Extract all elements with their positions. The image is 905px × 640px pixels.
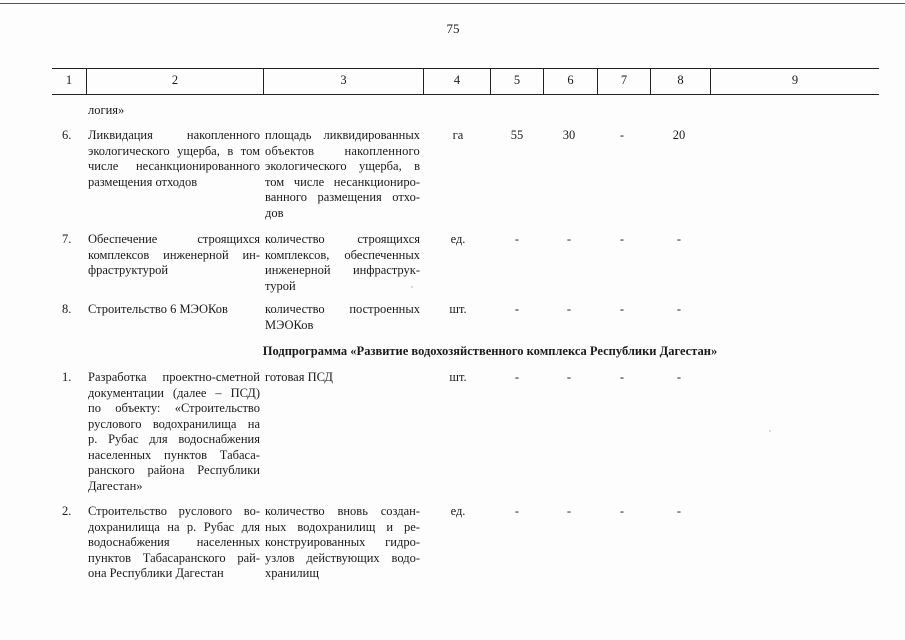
word: района [147, 463, 185, 477]
word: ных [265, 519, 287, 534]
value-cell: - [566, 370, 572, 384]
measure-name [88, 302, 260, 318]
text-line: Строительство 6 МЭОКов [88, 302, 228, 316]
text-line [265, 504, 420, 520]
word: Ликвидация [88, 128, 153, 142]
word: ПСД) [230, 385, 260, 400]
word: обеспеченных [344, 247, 420, 262]
header-col-9: 9 [791, 73, 799, 87]
page-number: 75 [446, 21, 460, 36]
text-line [88, 463, 260, 479]
row-number: 8. [62, 302, 72, 316]
value-cell: 55 [510, 128, 524, 142]
word: экологического [265, 159, 347, 173]
text-line [88, 144, 260, 160]
unit-cell: ед. [450, 504, 466, 518]
text-line [265, 232, 420, 248]
value-cell: - [619, 232, 625, 246]
subprogram-heading: Подпрограмма «Развитие водохозяйственного комплекса Республики Дагестан» [262, 344, 718, 358]
value-cell: - [676, 302, 682, 316]
word: числе [88, 159, 119, 173]
word: построенных [349, 302, 420, 316]
text-line [88, 448, 260, 464]
word: конструированных [265, 535, 366, 549]
measure-name [88, 232, 260, 279]
header-col-1: 1 [65, 73, 73, 87]
text-line [88, 432, 260, 448]
scan-top-edge [0, 3, 905, 4]
indicator-name [265, 504, 420, 582]
row-number: 7. [62, 232, 72, 246]
value-cell: - [514, 302, 520, 316]
header-col-6: 6 [567, 73, 574, 87]
word: строящихся [197, 232, 260, 246]
word: числе [293, 174, 325, 189]
word: накопленного [186, 128, 260, 142]
word: объекту: [115, 401, 161, 415]
text-line [88, 386, 260, 402]
text-line [88, 504, 260, 520]
word: в [227, 143, 234, 158]
value-cell: - [514, 232, 520, 246]
text-line [265, 302, 420, 318]
word: узлов [265, 550, 295, 565]
word: – [215, 385, 222, 400]
word: накопленного [344, 143, 420, 158]
word: Обеспечение [88, 232, 158, 246]
word: ликвидированных [323, 128, 420, 142]
indicator-name [265, 370, 420, 386]
word: площадь [265, 128, 312, 142]
word: вновь [337, 504, 368, 518]
word: пунктов [164, 447, 208, 462]
measure-name [88, 370, 260, 494]
word: документации [88, 385, 164, 400]
word: комплексов, [265, 247, 330, 262]
scan-speck [769, 430, 771, 432]
text-line [265, 144, 420, 160]
header-col-3: 3 [340, 73, 347, 87]
text-line: МЭОКов [265, 317, 314, 332]
value-cell: 20 [672, 128, 686, 142]
word: ванного [265, 190, 307, 204]
word: количество [265, 504, 325, 518]
word: Табасаранского [142, 550, 226, 565]
text-line [88, 401, 260, 417]
word: комплексов [88, 247, 150, 262]
value-cell: 30 [562, 128, 576, 142]
text-line [265, 263, 420, 279]
text-line [265, 128, 420, 144]
text-line [265, 175, 420, 191]
text-line: фраструктурой [88, 263, 169, 277]
word: р. [88, 432, 98, 446]
word: руслового [88, 416, 142, 431]
word: населенных [88, 447, 152, 462]
word: на [247, 416, 260, 431]
value-cell: - [619, 370, 625, 384]
value-cell: - [619, 302, 625, 316]
row-number: 6. [62, 128, 72, 142]
word: и [386, 519, 394, 534]
word: Табаса- [219, 447, 260, 462]
text-line: хранилищ [265, 566, 319, 580]
value-cell: - [514, 504, 520, 518]
word: ущерба, [177, 143, 220, 158]
word: для [149, 432, 168, 446]
indicator-name [265, 232, 420, 294]
word: р. [186, 519, 197, 534]
word: водо- [391, 550, 420, 565]
value-cell: - [619, 128, 625, 142]
word: Строительство [88, 504, 168, 518]
word: пунктов [88, 550, 131, 565]
continuation-text: логия» [88, 103, 125, 117]
word: количество [265, 302, 325, 316]
word: экологического [88, 143, 170, 158]
text-line [88, 520, 260, 536]
word: (далее [172, 385, 207, 400]
text-line [265, 551, 420, 567]
text-line [265, 248, 420, 264]
word: ущерба, [359, 159, 402, 173]
word: дохранилища [88, 519, 160, 534]
text-line [88, 248, 260, 264]
row-number: 2. [62, 504, 72, 518]
word: рай- [237, 550, 260, 565]
header-col-7: 7 [620, 73, 628, 87]
word: создан- [380, 504, 420, 518]
text-line: турой [265, 278, 296, 293]
word: водохранилищ [297, 519, 376, 534]
text-line [88, 159, 260, 175]
text-line: размещения отходов [88, 174, 198, 189]
unit-cell: шт. [449, 370, 467, 384]
word: гидро- [385, 535, 420, 549]
header-bottom-border [52, 94, 879, 95]
text-line [265, 190, 420, 206]
measure-name [88, 504, 260, 582]
value-cell: - [676, 370, 682, 384]
text-line [88, 128, 260, 144]
word: инженерной [163, 247, 229, 262]
word: ре- [404, 519, 420, 534]
unit-cell: шт. [449, 302, 467, 316]
word: количество [265, 232, 325, 246]
header-col-2: 2 [171, 73, 179, 87]
word: для [241, 519, 260, 534]
indicator-name [265, 128, 420, 221]
word: размещения [317, 190, 382, 204]
word: в [414, 159, 420, 173]
word: по [88, 401, 101, 415]
word: действующих [306, 550, 380, 565]
unit-cell: ед. [450, 232, 466, 246]
word: объектов [265, 143, 315, 158]
text-line [88, 370, 260, 386]
text-line [265, 520, 420, 536]
word: населенных [196, 535, 260, 549]
word: водоснабжения [178, 432, 260, 446]
word: ин- [242, 247, 260, 262]
scan-speck [411, 286, 413, 288]
value-cell: - [676, 232, 682, 246]
text-line: дов [265, 205, 284, 220]
word: на [167, 519, 180, 534]
word: ранского [88, 463, 135, 477]
word: Республики [197, 463, 260, 477]
value-cell: - [514, 370, 520, 384]
measure-name [88, 128, 260, 190]
word: водоснабжения [88, 535, 170, 549]
text-line [265, 159, 420, 175]
value-cell: - [566, 232, 572, 246]
text-line [88, 232, 260, 248]
word: несанкционированного [135, 159, 260, 173]
word: инженерной [265, 263, 331, 277]
word: строящихся [357, 232, 420, 246]
value-cell: - [566, 504, 572, 518]
text-line: готовая ПСД [265, 370, 333, 384]
word: отхо- [392, 190, 420, 204]
word: инфраструк- [352, 263, 420, 277]
unit-cell: га [452, 128, 464, 142]
word: несанкциониро- [333, 174, 420, 189]
header-col-5: 5 [513, 73, 521, 87]
word: Разработка [88, 370, 147, 384]
text-line [88, 417, 260, 433]
word: водохранилища [152, 416, 237, 431]
word: Рубас [108, 432, 139, 446]
word: во- [243, 504, 260, 518]
header-col-4: 4 [453, 73, 461, 87]
word: проектно-сметной [162, 370, 260, 384]
row-number: 1. [62, 370, 72, 384]
value-cell: - [566, 302, 572, 316]
value-cell: - [676, 504, 682, 518]
value-cell: - [619, 504, 625, 518]
indicator-name [265, 302, 420, 333]
header-col-8: 8 [677, 73, 684, 87]
text-line [88, 535, 260, 551]
word: том [265, 174, 285, 189]
word: Рубас [203, 519, 235, 534]
text-line [88, 551, 260, 567]
text-line [265, 535, 420, 551]
word: том [240, 143, 260, 158]
text-line: она Республики Дагестан [88, 566, 224, 580]
text-line: Дагестан» [88, 478, 143, 493]
word: руслового [178, 504, 233, 518]
header-top-border [52, 68, 879, 69]
word: «Строительство [174, 401, 260, 415]
